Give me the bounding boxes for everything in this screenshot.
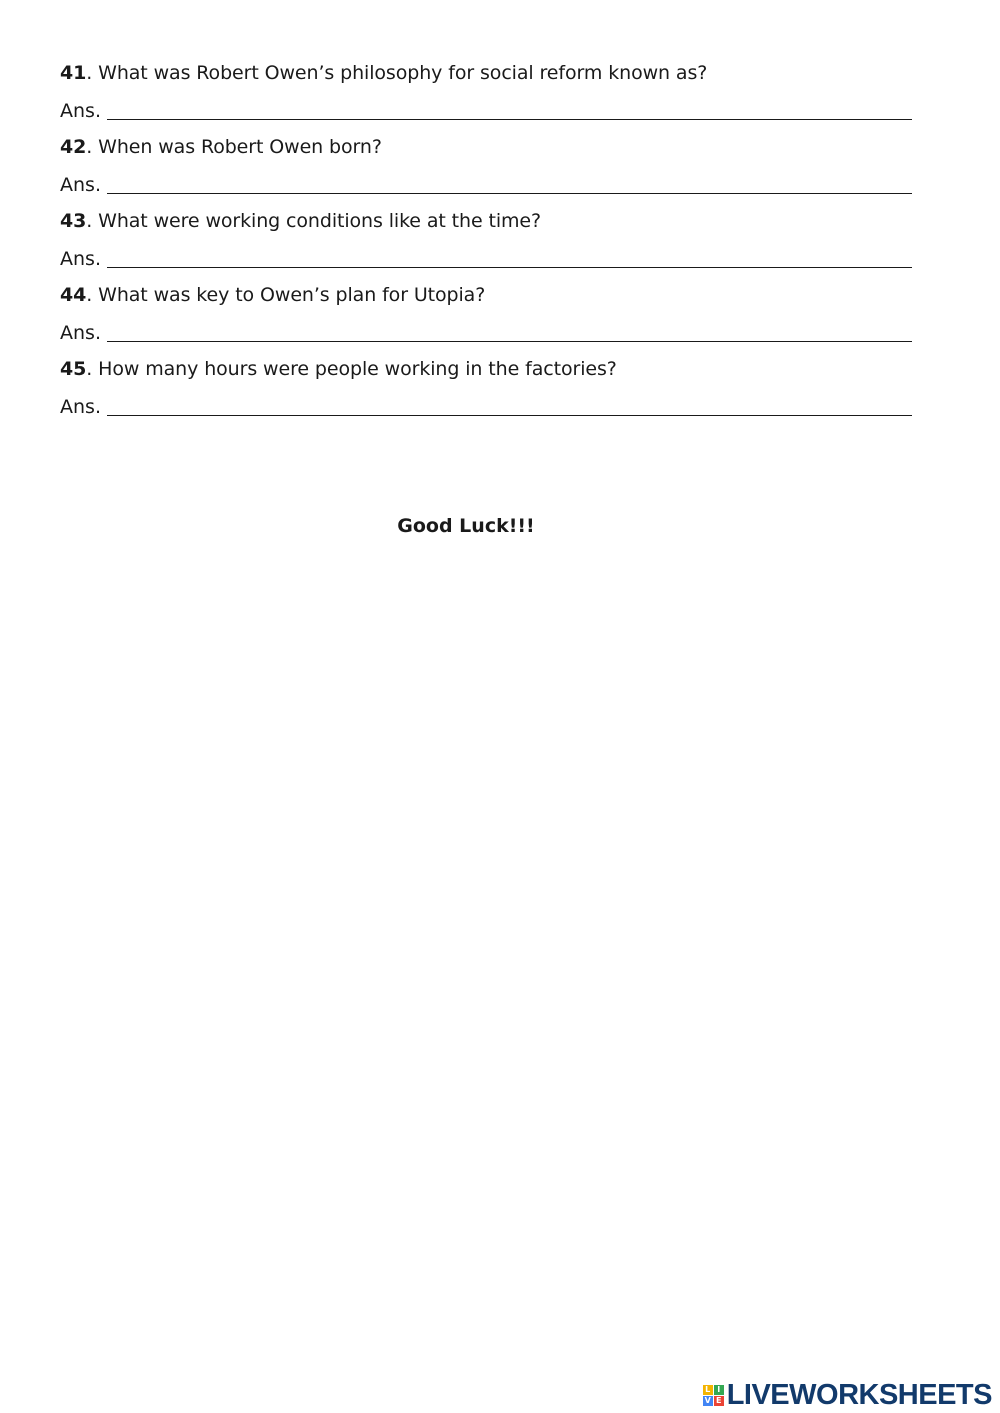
- question-prompt: . What was key to Owen’s plan for Utopia?: [86, 284, 486, 306]
- question-prompt: . What was Robert Owen’s philosophy for social reform known as?: [86, 62, 708, 84]
- question-text: [60, 61, 912, 85]
- answer-label: Ans.: [60, 100, 101, 122]
- answer-row: [60, 395, 912, 419]
- question-number: 41: [60, 62, 87, 84]
- answer-row: [60, 247, 912, 271]
- question-prompt: . What were working conditions like at the time?: [86, 210, 542, 232]
- question-45: [60, 357, 912, 419]
- question-prompt: . When was Robert Owen born?: [86, 136, 382, 158]
- question-number: 43: [60, 210, 87, 232]
- answer-line-44[interactable]: [107, 341, 912, 342]
- answer-label: Ans.: [60, 322, 101, 344]
- question-text: [60, 209, 912, 233]
- brand-logo-icon: [703, 1385, 724, 1406]
- answer-line-41[interactable]: [107, 119, 912, 120]
- question-prompt: . How many hours were people working in the factories?: [86, 358, 617, 380]
- answer-row: [60, 99, 912, 123]
- brand-name: LIVEWORKSHEETS: [726, 1379, 992, 1411]
- brand-watermark: [703, 1380, 992, 1410]
- question-43: [60, 209, 912, 271]
- closing-message: Good Luck!!!: [397, 515, 535, 537]
- logo-cell: I: [714, 1385, 724, 1395]
- answer-label: Ans.: [60, 174, 101, 196]
- answer-label: Ans.: [60, 396, 101, 418]
- logo-cell: V: [704, 1395, 711, 1405]
- question-41: [60, 61, 912, 123]
- answer-row: [60, 173, 912, 197]
- question-number: 45: [60, 358, 87, 380]
- answer-label: Ans.: [60, 248, 101, 270]
- question-text: [60, 135, 912, 159]
- answer-line-45[interactable]: [107, 415, 912, 416]
- question-42: [60, 135, 912, 197]
- answer-line-42[interactable]: [107, 193, 912, 194]
- logo-cell: L: [703, 1385, 713, 1395]
- question-text: [60, 283, 912, 307]
- question-number: 42: [60, 136, 87, 158]
- answer-row: [60, 321, 912, 345]
- question-44: [60, 283, 912, 345]
- question-text: [60, 357, 912, 381]
- answer-line-43[interactable]: [107, 267, 912, 268]
- question-number: 44: [60, 284, 87, 306]
- logo-cell: E: [714, 1396, 724, 1406]
